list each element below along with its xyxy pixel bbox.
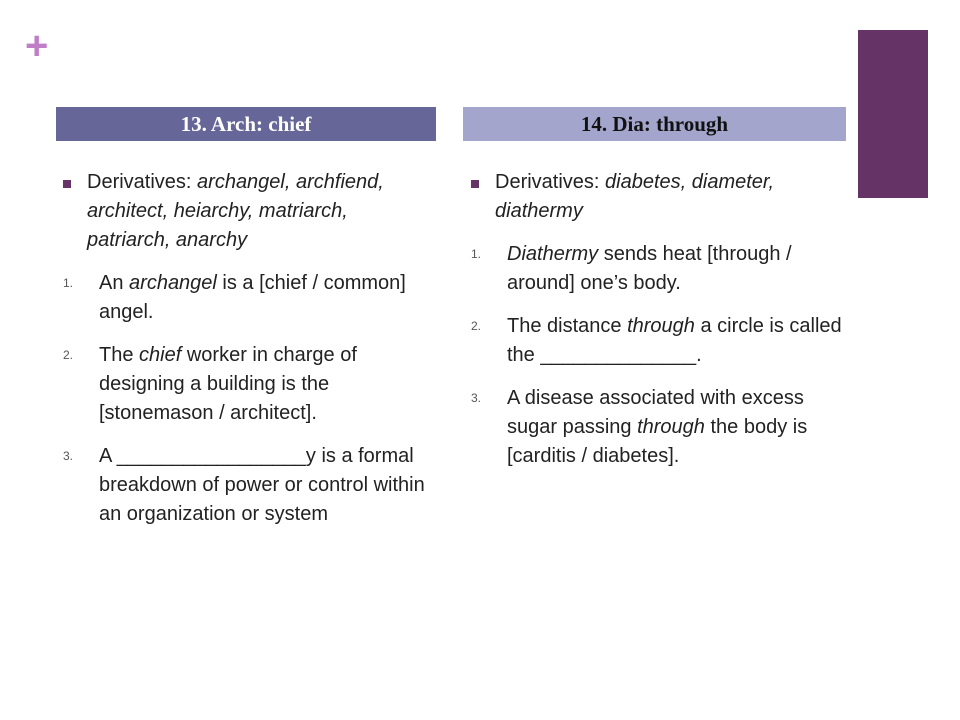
right-column bbox=[468, 168, 848, 485]
list-item bbox=[468, 384, 848, 471]
item-text-post: a circle is called the ______________. bbox=[507, 315, 842, 366]
item-text-post: the body is [carditis / diabetes]. bbox=[507, 416, 808, 467]
decorative-corner-block bbox=[858, 30, 928, 198]
item-number: 3. bbox=[63, 449, 74, 463]
item-text-pre: The distance bbox=[507, 315, 628, 337]
item-text-em: through bbox=[637, 416, 705, 438]
item-text-em: chief bbox=[139, 344, 182, 366]
item-text-pre: A _________________y is a formal breakdown of power or control within an organization or system bbox=[99, 445, 425, 525]
right-header-text: 14. Dia: through bbox=[580, 111, 729, 136]
plus-icon: + bbox=[25, 24, 49, 68]
item-text-em: through bbox=[627, 315, 695, 337]
list-item bbox=[60, 269, 435, 327]
item-number: 1. bbox=[471, 247, 482, 261]
left-column bbox=[60, 168, 435, 543]
item-text-em: Diathermy bbox=[507, 243, 599, 265]
derivatives-words: diabetes, diameter, diathermy bbox=[495, 171, 775, 222]
item-number: 2. bbox=[471, 319, 482, 333]
list-item bbox=[60, 442, 435, 529]
item-number: 3. bbox=[471, 391, 482, 405]
item-number: 1. bbox=[63, 276, 74, 290]
derivatives-bullet bbox=[468, 168, 848, 226]
derivatives-label: Derivatives: bbox=[87, 171, 198, 193]
item-text-pre: An bbox=[99, 272, 130, 294]
item-text-post: is a [chief / common] angel. bbox=[99, 272, 406, 323]
item-text-post: worker in charge of designing a building is the [stonemason / architect]. bbox=[99, 344, 357, 424]
left-column-header: 13. Arch: chief bbox=[56, 107, 436, 141]
item-number: 2. bbox=[63, 348, 74, 362]
item-text-em: archangel bbox=[129, 272, 217, 294]
right-column-header bbox=[463, 107, 846, 141]
derivatives-words: archangel, archfiend, architect, heiarchy, matriarch, patriarch, anarchy bbox=[87, 171, 384, 251]
derivatives-bullet bbox=[60, 168, 435, 255]
item-text-pre: The bbox=[99, 344, 140, 366]
square-bullet-icon bbox=[471, 180, 479, 188]
list-item bbox=[468, 312, 848, 370]
derivatives-label: Derivatives: bbox=[495, 171, 606, 193]
item-text-post: sends heat [through / around] one’s body. bbox=[507, 243, 792, 294]
square-bullet-icon bbox=[63, 180, 71, 188]
list-item bbox=[60, 341, 435, 428]
item-text-pre: A disease associated with excess sugar passing bbox=[507, 387, 804, 438]
list-item bbox=[468, 240, 848, 298]
